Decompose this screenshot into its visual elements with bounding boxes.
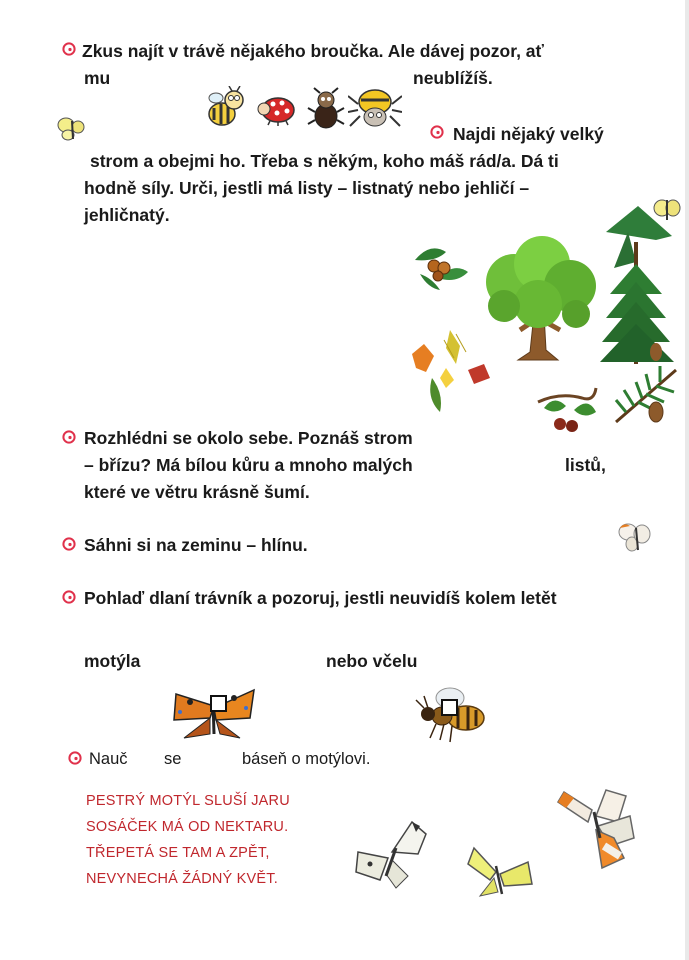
yellow-butterfly-small-icon — [56, 115, 86, 143]
option-butterfly-label: motýla — [84, 651, 141, 671]
page-edge — [685, 0, 689, 960]
task-birch-line2b: listů, — [565, 455, 606, 475]
task-lawn-line1: Pohlaď dlaní trávník a pozoruj, jestli neuvidíš kolem letět — [84, 588, 557, 608]
butterfly-checkbox[interactable] — [210, 695, 227, 712]
task-tree-line3: hodně síly. Urči, jestli má listy – listnatý nebo jehličí – — [84, 178, 530, 198]
poem-line-3: TŘEPETÁ SE TAM A ZPĚT, — [86, 845, 270, 861]
swirl-bullet-icon — [68, 751, 82, 765]
task-beetle-line1: Zkus najít v trávě nějakého broučka. Ale dávej pozor, ať — [82, 41, 544, 61]
task-tree-line1: Najdi nějaký velký — [453, 124, 604, 144]
swirl-bullet-icon — [62, 537, 76, 551]
task-birch-line1: Rozhlédni se okolo sebe. Poznáš strom — [84, 428, 413, 448]
swirl-bullet-icon — [62, 430, 76, 444]
option-bee-label: nebo včelu — [326, 651, 418, 671]
task-tree-line2: strom a obejmi ho. Třeba s někým, koho máš rád/a. Dá ti — [90, 151, 559, 171]
task-poem-word3: báseň o motýlovi. — [242, 750, 371, 768]
swirl-bullet-icon — [62, 590, 76, 604]
task-birch-line3: které ve větru krásně šumí. — [84, 482, 310, 502]
hazelnut-branch-icon — [410, 240, 470, 292]
task-tree-line4: jehličnatý. — [84, 205, 170, 225]
acorn-branch-icon — [534, 384, 598, 436]
poem-line-1: PESTRÝ MOTÝL SLUŠÍ JARU — [86, 793, 290, 809]
autumn-leaves-icon — [410, 328, 494, 412]
brimstone-butterfly-icon — [466, 844, 536, 902]
poem-line-2: SOSÁČEK MÁ OD NEKTARU. — [86, 819, 289, 835]
task-poem-word2: se — [164, 750, 182, 768]
bee-bug-illustration — [202, 86, 248, 132]
task-poem-word1: Nauč — [89, 750, 128, 768]
orange-tip-butterfly-small-icon — [618, 520, 654, 554]
conifer-tree-icon — [598, 202, 680, 368]
task-beetle-line2b: neublížíš. — [413, 68, 493, 88]
ladybug-illustration — [256, 92, 298, 126]
task-birch-line2a: – břízu? Má bílou kůru a mnoho malých — [84, 455, 413, 475]
beetle-illustration — [306, 86, 346, 130]
spider-beetle-illustration — [348, 86, 402, 130]
deciduous-tree-icon — [480, 234, 600, 364]
cabbage-white-butterfly-icon — [352, 818, 428, 894]
task-beetle-line2a: mu — [84, 68, 111, 88]
task-soil-line1: Sáhni si na zeminu – hlínu. — [84, 535, 308, 555]
swirl-bullet-icon — [62, 42, 76, 56]
pine-branch-icon — [610, 360, 682, 426]
orange-tip-butterfly-icon — [554, 786, 636, 870]
bee-checkbox[interactable] — [441, 699, 458, 716]
poem-line-4: NEVYNECHÁ ŽÁDNÝ KVĚT. — [86, 871, 278, 887]
swirl-bullet-icon — [430, 125, 444, 139]
